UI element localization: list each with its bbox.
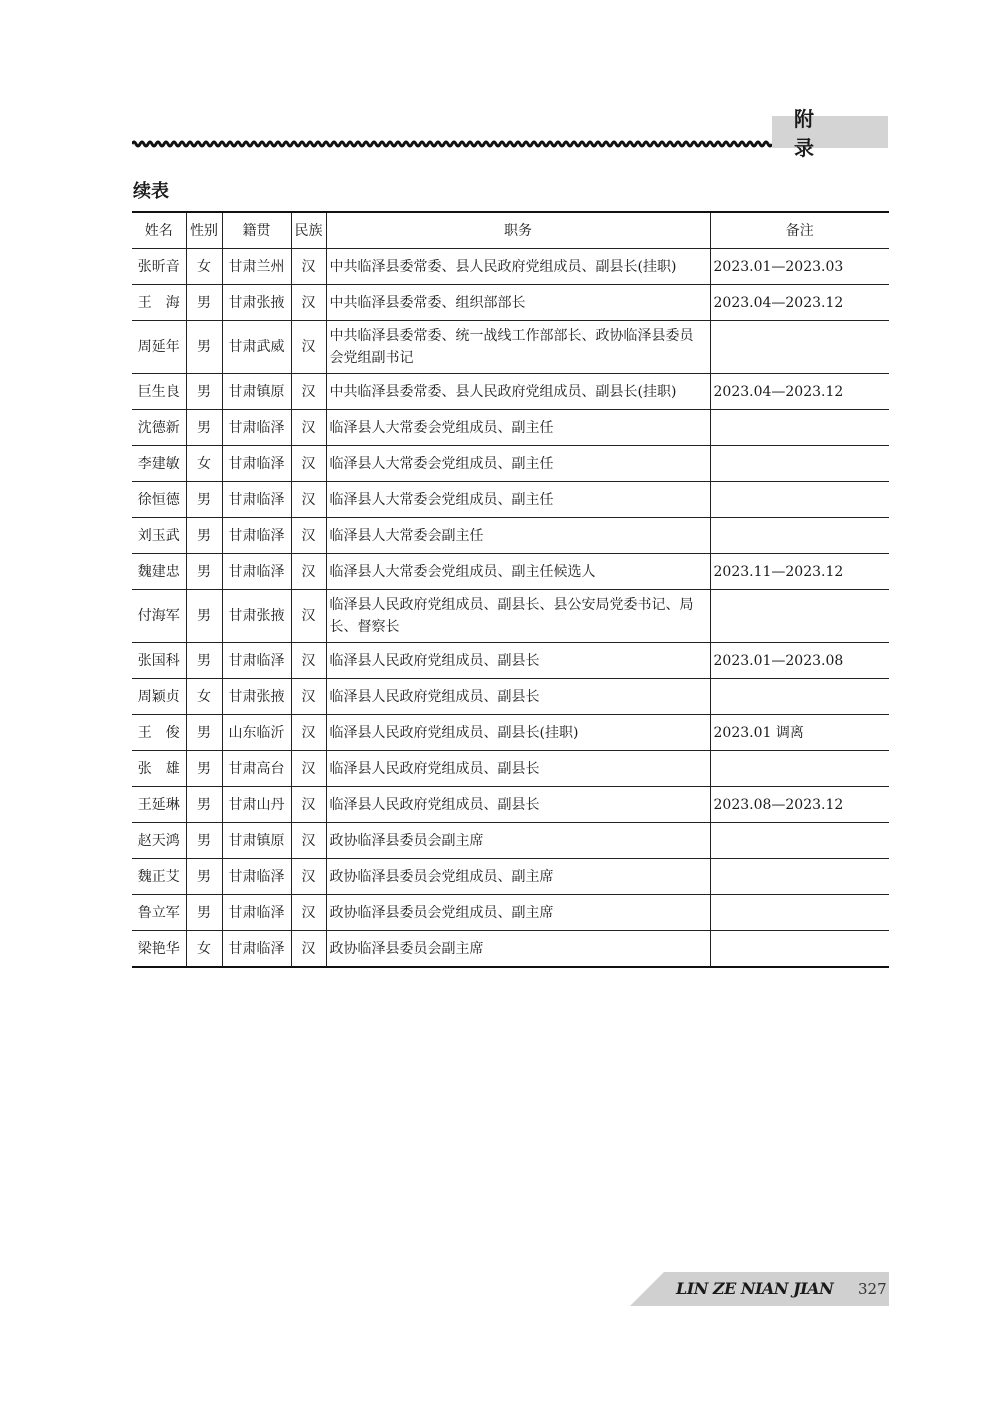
- cell-gender: 女: [186, 249, 222, 285]
- cell-origin: 甘肃临泽: [222, 643, 291, 679]
- cell-name: 周延年: [132, 321, 186, 374]
- cell-note: [710, 482, 889, 518]
- cell-position: 中共临泽县委常委、统一战线工作部部长、政协临泽县委员会党组副书记: [326, 321, 710, 374]
- cell-position: 临泽县人民政府党组成员、副县长(挂职): [326, 715, 710, 751]
- cell-name: 王 俊: [132, 715, 186, 751]
- cell-position: 临泽县人大常委会党组成员、副主任: [326, 482, 710, 518]
- cell-gender: 男: [186, 751, 222, 787]
- cell-note: [710, 446, 889, 482]
- section-title-tab: 附 录: [772, 116, 888, 148]
- table-row: [132, 823, 889, 859]
- cell-origin: 甘肃张掖: [222, 590, 291, 643]
- cell-ethnicity: 汉: [291, 518, 326, 554]
- cell-name: 张国科: [132, 643, 186, 679]
- cell-origin: 甘肃临泽: [222, 410, 291, 446]
- cell-origin: 甘肃武威: [222, 321, 291, 374]
- cell-origin: 甘肃兰州: [222, 249, 291, 285]
- column-header-note: 备注: [710, 212, 889, 249]
- cell-note: [710, 518, 889, 554]
- cell-ethnicity: 汉: [291, 859, 326, 895]
- cell-origin: 甘肃临泽: [222, 482, 291, 518]
- table-row: [132, 679, 889, 715]
- cell-name: 魏建忠: [132, 554, 186, 590]
- table-row: [132, 321, 889, 374]
- cell-position: 临泽县人民政府党组成员、副县长: [326, 679, 710, 715]
- cell-note: [710, 823, 889, 859]
- page-number: 327: [858, 1280, 887, 1298]
- cell-gender: 女: [186, 679, 222, 715]
- cell-gender: 男: [186, 590, 222, 643]
- cell-ethnicity: 汉: [291, 895, 326, 931]
- column-header-gender: 性别: [186, 212, 222, 249]
- cell-name: 张昕音: [132, 249, 186, 285]
- table-caption: 续表: [133, 181, 169, 202]
- cell-name: 李建敏: [132, 446, 186, 482]
- cell-ethnicity: 汉: [291, 823, 326, 859]
- cell-position: 中共临泽县委常委、组织部部长: [326, 285, 710, 321]
- table-row: [132, 482, 889, 518]
- cell-ethnicity: 汉: [291, 249, 326, 285]
- cell-name: 王 海: [132, 285, 186, 321]
- column-header-origin: 籍贯: [222, 212, 291, 249]
- cell-gender: 男: [186, 518, 222, 554]
- cell-gender: 女: [186, 931, 222, 968]
- cell-note: 2023.11—2023.12: [710, 554, 889, 590]
- cell-position: 临泽县人大常委会副主任: [326, 518, 710, 554]
- personnel-table: [132, 211, 889, 968]
- cell-name: 赵天鸿: [132, 823, 186, 859]
- cell-name: 鲁立军: [132, 895, 186, 931]
- cell-note: 2023.08—2023.12: [710, 787, 889, 823]
- cell-note: 2023.04—2023.12: [710, 285, 889, 321]
- cell-note: 2023.01—2023.03: [710, 249, 889, 285]
- cell-origin: 甘肃高台: [222, 751, 291, 787]
- book-name: LIN ZE NIAN JIAN: [676, 1279, 834, 1298]
- cell-gender: 男: [186, 321, 222, 374]
- cell-ethnicity: 汉: [291, 285, 326, 321]
- cell-origin: 甘肃镇原: [222, 823, 291, 859]
- cell-note: [710, 895, 889, 931]
- cell-origin: 甘肃临泽: [222, 859, 291, 895]
- column-header-name: 姓名: [132, 212, 186, 249]
- cell-position: 政协临泽县委员会党组成员、副主席: [326, 859, 710, 895]
- table-row: [132, 446, 889, 482]
- cell-note: [710, 751, 889, 787]
- table-row: [132, 859, 889, 895]
- cell-origin: 甘肃临泽: [222, 895, 291, 931]
- table-row: [132, 374, 889, 410]
- cell-position: 临泽县人民政府党组成员、副县长: [326, 643, 710, 679]
- cell-note: [710, 679, 889, 715]
- cell-ethnicity: 汉: [291, 590, 326, 643]
- table-row: [132, 751, 889, 787]
- cell-gender: 男: [186, 787, 222, 823]
- table-header-row: [132, 212, 889, 249]
- cell-ethnicity: 汉: [291, 751, 326, 787]
- cell-ethnicity: 汉: [291, 446, 326, 482]
- cell-ethnicity: 汉: [291, 643, 326, 679]
- cell-origin: 甘肃临泽: [222, 931, 291, 968]
- table-row: [132, 787, 889, 823]
- cell-note: 2023.01—2023.08: [710, 643, 889, 679]
- cell-note: [710, 859, 889, 895]
- table-row: [132, 643, 889, 679]
- cell-name: 徐恒德: [132, 482, 186, 518]
- cell-origin: 甘肃临泽: [222, 446, 291, 482]
- cell-ethnicity: 汉: [291, 679, 326, 715]
- table-body: [132, 249, 889, 968]
- cell-name: 巨生良: [132, 374, 186, 410]
- table-row: [132, 410, 889, 446]
- cell-note: 2023.01 调离: [710, 715, 889, 751]
- cell-gender: 男: [186, 859, 222, 895]
- cell-note: 2023.04—2023.12: [710, 374, 889, 410]
- cell-ethnicity: 汉: [291, 482, 326, 518]
- cell-origin: 甘肃张掖: [222, 285, 291, 321]
- cell-gender: 男: [186, 643, 222, 679]
- cell-position: 临泽县人民政府党组成员、副县长、县公安局党委书记、局长、督察长: [326, 590, 710, 643]
- cell-gender: 男: [186, 554, 222, 590]
- cell-gender: 男: [186, 410, 222, 446]
- cell-ethnicity: 汉: [291, 715, 326, 751]
- cell-name: 付海军: [132, 590, 186, 643]
- cell-gender: 男: [186, 823, 222, 859]
- cell-gender: 男: [186, 285, 222, 321]
- page-footer: [630, 1272, 889, 1306]
- cell-position: 临泽县人大常委会党组成员、副主任: [326, 446, 710, 482]
- cell-position: 政协临泽县委员会党组成员、副主席: [326, 895, 710, 931]
- cell-position: 中共临泽县委常委、县人民政府党组成员、副县长(挂职): [326, 374, 710, 410]
- cell-ethnicity: 汉: [291, 321, 326, 374]
- cell-origin: 甘肃山丹: [222, 787, 291, 823]
- cell-ethnicity: 汉: [291, 787, 326, 823]
- cell-name: 沈德新: [132, 410, 186, 446]
- cell-position: 政协临泽县委员会副主席: [326, 931, 710, 968]
- column-header-position: 职务: [326, 212, 710, 249]
- cell-position: 政协临泽县委员会副主席: [326, 823, 710, 859]
- cell-position: 临泽县人大常委会党组成员、副主任候选人: [326, 554, 710, 590]
- table-row: [132, 715, 889, 751]
- cell-position: 临泽县人民政府党组成员、副县长: [326, 787, 710, 823]
- cell-name: 周颖贞: [132, 679, 186, 715]
- table-row: [132, 249, 889, 285]
- cell-position: 临泽县人民政府党组成员、副县长: [326, 751, 710, 787]
- cell-origin: 甘肃张掖: [222, 679, 291, 715]
- header-wavy-rule: [132, 138, 772, 150]
- cell-name: 王延琳: [132, 787, 186, 823]
- cell-origin: 甘肃临泽: [222, 554, 291, 590]
- cell-ethnicity: 汉: [291, 410, 326, 446]
- cell-gender: 男: [186, 715, 222, 751]
- cell-note: [710, 410, 889, 446]
- table-row: [132, 518, 889, 554]
- cell-gender: 男: [186, 374, 222, 410]
- cell-name: 梁艳华: [132, 931, 186, 968]
- cell-note: [710, 590, 889, 643]
- table-row: [132, 554, 889, 590]
- cell-origin: 山东临沂: [222, 715, 291, 751]
- column-header-ethnicity: 民族: [291, 212, 326, 249]
- cell-name: 刘玉武: [132, 518, 186, 554]
- cell-ethnicity: 汉: [291, 554, 326, 590]
- cell-ethnicity: 汉: [291, 931, 326, 968]
- cell-origin: 甘肃镇原: [222, 374, 291, 410]
- cell-name: 魏正艾: [132, 859, 186, 895]
- cell-name: 张 雄: [132, 751, 186, 787]
- cell-position: 临泽县人大常委会党组成员、副主任: [326, 410, 710, 446]
- cell-gender: 男: [186, 895, 222, 931]
- cell-gender: 女: [186, 446, 222, 482]
- table-row: [132, 285, 889, 321]
- cell-position: 中共临泽县委常委、县人民政府党组成员、副县长(挂职): [326, 249, 710, 285]
- cell-origin: 甘肃临泽: [222, 518, 291, 554]
- table-row: [132, 931, 889, 968]
- table-row: [132, 590, 889, 643]
- cell-note: [710, 321, 889, 374]
- cell-note: [710, 931, 889, 968]
- table-row: [132, 895, 889, 931]
- cell-gender: 男: [186, 482, 222, 518]
- cell-ethnicity: 汉: [291, 374, 326, 410]
